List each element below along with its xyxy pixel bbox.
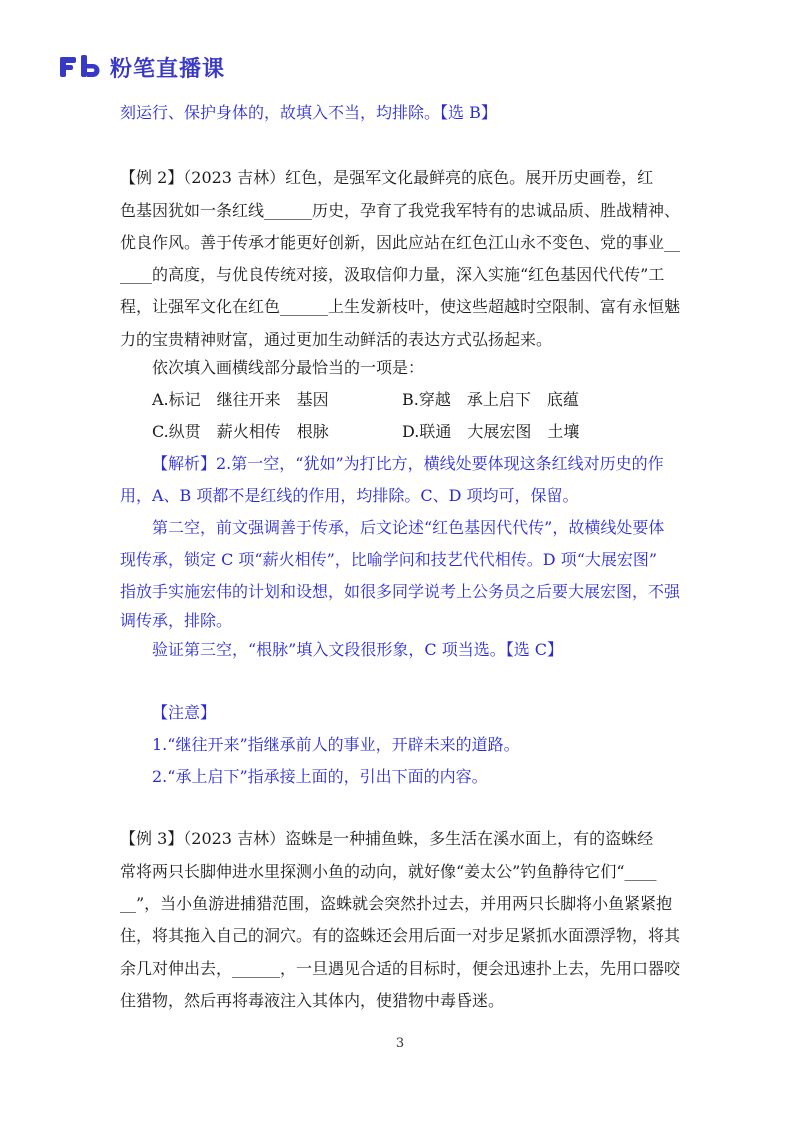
option-a: A.标记 继往开来 基因 bbox=[152, 390, 329, 409]
option-b: B.穿越 承上启下 底蕴 bbox=[402, 390, 579, 409]
note-item: 1.“继往开来”指继承前人的事业，开辟未来的道路。 bbox=[152, 735, 520, 754]
example2-line: 程，让强军文化在红色______上生发新枝叶，使这些超越时空限制、富有永恒魅 bbox=[120, 297, 681, 316]
page-number: 3 bbox=[395, 1036, 405, 1051]
example3-line: 常将两只长脚伸进水里探测小鱼的动向，就好像“姜太公”钓鱼静待它们“____ bbox=[120, 862, 657, 881]
example2-line: ____的高度，与优良传统对接，汲取信仰力量，深入实施“红色基因代代传”工 bbox=[120, 265, 665, 284]
example3-line: 余几对伸出去，______，一旦遇见合适的目标时，便会迅速扑上去，先用口器咬 bbox=[120, 959, 681, 978]
example3-line: 住，将其拖入自己的洞穴。有的盗蛛还会用后面一对步足紧抓水面漂浮物，将其 bbox=[120, 926, 681, 945]
analysis-line: 验证第三空，“根脉”填入文段很形象，C 项当选。【选 C】 bbox=[152, 640, 564, 659]
option-d: D.联通 大展宏图 土壤 bbox=[402, 422, 580, 441]
example2-question: 依次填入画横线部分最恰当的一项是： bbox=[152, 358, 425, 377]
analysis-line: 现传承，锁定 C 项“薪火相传”，比喻学问和技艺代代相传。D 项“大展宏图” bbox=[120, 550, 658, 569]
analysis-line: 用，A、B 项都不是红线的作用，均排除。C、D 项均可，保留。 bbox=[120, 486, 579, 505]
note-title: 【注意】 bbox=[152, 703, 217, 722]
analysis-line: 调传承，排除。 bbox=[120, 611, 233, 630]
previous-answer-end: 刻运行、保护身体的，故填入不当，均排除。【选 B】 bbox=[120, 103, 497, 122]
example2-line: 【例 2】（2023 吉林）红色，是强军文化最鲜亮的底色。展开历史画卷，红 bbox=[120, 168, 654, 187]
example3-line: 【例 3】（2023 吉林）盗蛛是一种捕鱼蛛，多生活在溪水面上，有的盗蛛经 bbox=[120, 829, 654, 848]
brand-logo bbox=[60, 52, 225, 82]
option-c: C.纵贯 薪火相传 根脉 bbox=[152, 422, 329, 441]
example3-line: 住猎物，然后再将毒液注入其体内，使猎物中毒昏迷。 bbox=[120, 991, 505, 1010]
fb-logo-icon bbox=[60, 55, 102, 79]
example2-line: 优良作风。善于传承才能更好创新，因此应站在红色江山永不变色、党的事业__ bbox=[120, 233, 681, 252]
note-item: 2.“承上启下”指承接上面的，引出下面的内容。 bbox=[152, 767, 488, 786]
example3-line: __”，当小鱼游进捕猎范围，盗蛛就会突然扑过去，并用两只长脚将小鱼紧紧抱 bbox=[120, 894, 673, 913]
example2-line: 力的宝贵精神财富，通过更加生动鲜活的表达方式弘扬起来。 bbox=[120, 330, 553, 349]
analysis-line: 指放手实施宏伟的计划和设想，如很多同学说考上公务员之后要大展宏图，不强 bbox=[120, 582, 681, 601]
analysis-line: 第二空，前文强调善于传承，后文论述“红色基因代代传”，故横线处要体 bbox=[152, 518, 665, 537]
brand-name: 粉笔直播课 bbox=[110, 56, 226, 82]
example2-line: 色基因犹如一条红线______历史，孕育了我党我军特有的忠诚品质、胜战精神、 bbox=[120, 201, 681, 220]
analysis-line: 【解析】2.第一空，“犹如”为打比方，横线处要体现这条红线对历史的作 bbox=[152, 454, 664, 473]
